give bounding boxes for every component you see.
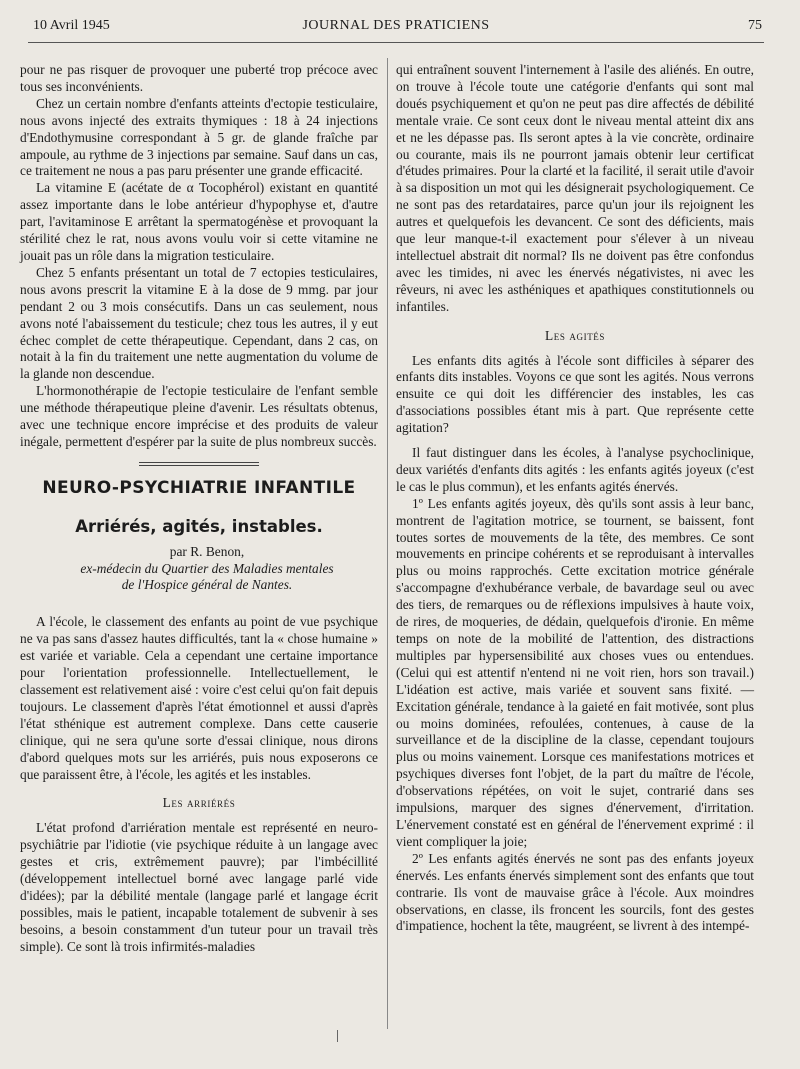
page-number: 75	[748, 18, 762, 33]
paragraph: Les enfants dits agités à l'école sont difficiles à séparer des enfants dits instables. Voyons ce que sont les agités. Nous verrons ensuite ce qui doit les différencier des instables, les cas d'associations possibles étant mis à part. Que représente cette agitation?	[396, 352, 754, 436]
article-title: Arriérés, agités, instables.	[75, 516, 323, 536]
paragraph: La vitamine E (acétate de α Tocophérol) existant en quantité assez importante dans le lobe antérieur d'hypophyse et, d'autre part, l'avitaminose E arrêtant la spermatogénèse et provoquant la stérilité chez le rat, nous avons voulu voir si cette vitamine ne jouait pas un rôle dans la migration testiculaire.	[20, 180, 378, 263]
subheading: Les agités	[544, 327, 606, 343]
section-rubric: NEURO-PSYCHIATRIE INFANTILE	[42, 477, 356, 498]
right-column	[396, 62, 754, 935]
paragraph: Il faut distinguer dans les écoles, à l'analyse psychoclinique, deux variétés d'enfants dits agités : les enfants agités joyeux (c'est le cas le plus commun), et les enfants agités énervés.	[396, 445, 754, 494]
section-ornament	[139, 462, 259, 466]
paragraph: A l'école, le classement des enfants au point de vue psychique ne va pas sans d'assez hautes difficultés, tant la « chose humaine » est variée et variable. Cela a cependant une certaine importance pour l'orientation professionnelle. Intellectuellement, le classement est relativement aisé : voire c'est celui qu'on fait depuis toujours. Le classement d'après l'état émotionnel et aussi d'après l'état sthénique est autrement complexe. Dans cette causerie clinique, qui ne sera qu'une sorte d'essai clinique, nous dirons d'abord quelques mots sur les arriérés, puis nous exposerons ce que paraissent être, à l'école, les agités et les instables.	[20, 614, 378, 782]
column-divider	[387, 58, 388, 1029]
left-column	[20, 62, 378, 956]
paragraph: qui entraînent souvent l'internement à l'asile des aliénés. En outre, on trouve à l'école toute une catégorie d'enfants qui sont mal doués psychiquement et qu'on ne peut pas dire affectés de débilité mentale vraie. Ce sont ceux dont le niveau mental atteint dix ans et ne les dépasse pas. Ils seront aptes à la vie concrète, ordinaire ou courante, mais ils ne pourront jamais obtenir leur certificat d'études primaires. Pour la clarté et la facilité, il serait utile d'avoir à sa disposition un mot qui les désignerait psychologiquement. Ce ne sont pas des retardataires, parce qu'un jour ils rejoignent les autres et quelquefois les devancent. Ce sont des déficients, mais que leur manque-t-il exactement pour s'élever à un niveau intellectuel abstrait dit normal? Ils ne doivent pas être confondus avec les timides, ni avec les énervés négativistes, ni avec les rêveurs, ni avec les asthéniques et apathiques constitutionnels ou infantiles.	[396, 62, 754, 314]
affiliation-line: ex-médecin du Quartier des Maladies mentales	[80, 560, 334, 576]
paragraph: L'état profond d'arriération mentale est représenté en neuro-psychiâtrie par l'idiotie (vie psychique réduite à un langage avec gestes et cris, extrêmement pauvre); par l'imbécillité (développement intellectuel borné avec langage parlé vide d'idées); par la débilité mentale (langage parlé et langage écrit possibles, mais le patient, incapable totalement de subvenir à ses besoins, a besoin constamment d'un tuteur pour un travail très simple). Ce sont là trois infirmités-maladies	[20, 820, 378, 954]
paragraph: Chez un certain nombre d'enfants atteints d'ectopie testiculaire, nous avons injecté des extraits thymiques : 18 à 24 injections d'Endothymusine correspondant à 5 gr. de glande fraîche par ampoule, au rythme de 3 injections par semaine. Sauf dans un cas, ce traitement ne nous a pas paru présenter une grande efficacité.	[20, 95, 378, 179]
paragraph: 2º Les enfants agités énervés ne sont pas des enfants joyeux énervés. Les enfants énervés simplement sont des enfants que tout contrarie. Ils vont de mauvaise grâce à l'école. Aux moindres observations, en classe, ils froncent les sourcils, font des gestes d'impatience, hochent la tête, maugréent, se livrent à des intempé-	[396, 850, 754, 934]
journal-title: JOURNAL DES PRATICIENS	[302, 18, 490, 33]
spacer	[396, 437, 754, 445]
paragraph: Chez 5 enfants présentant un total de 7 ectopies testiculaires, nous avons prescrit la vitamine E à la dose de 9 mmg. par jour pendant 2 ou 3 mois consécutifs. Dans un cas seulement, nous avons noté l'abaissement du testicule; chez tous les autres, il y eut échec complet de cette thérapeutique. Cependant, dans 2 cas, on notait à la fin du traitement une nette augmentation du volume de la glande non descendue.	[20, 264, 378, 382]
author-affiliation	[20, 561, 378, 595]
affiliation-line: de l'Hospice général de Nantes.	[121, 577, 293, 593]
footer-mark	[337, 1030, 338, 1042]
paragraph: L'hormonothérapie de l'ectopie testiculaire de l'enfant semble une méthode thérapeutique pleine d'avenir. Les résultats obtenus, avec une technique encore imprécise et des produits de valeur inégale, permettent d'espérer par la suite de plus nombreux succès.	[20, 383, 378, 449]
page-header	[30, 18, 762, 40]
article-byline: par R. Benon,	[169, 543, 245, 559]
paragraph: pour ne pas risquer de provoquer une puberté trop précoce avec tous ses inconvénients.	[20, 62, 378, 94]
subheading: Les arriérés	[162, 795, 236, 811]
paragraph: 1º Les enfants agités joyeux, dès qu'ils sont assis à leur banc, montrent de l'agitation motrice, se tournent, se baissent, font toutes sortes de mouvements de la tête, des membres. Ce sont mouvements en principe cohérents et se reproduisant à intervalles plus ou moins rapprochés. Cette excitation motrice générale s'accompagne d'exhubérance verbale, de bavardage seul ou avec des tiers, de remarques ou de réflexions impulsives à haute voix, de rires, de moqueries, de dédain, quelquefois d'ironie. En même temps on note de la mobilité de l'attention, des distractions multiples par hypersensibilité aux choses vues ou entendues. (Celui qui est attentif n'entend ni ne voit rien, hors son travail.) L'idéation est active, mais variée et souvent sans fixité. — Excitation générale, tendance à la gaieté en fait motivée, sont plus ou moins dominées, refoulées, contenues, à cause de la surveillance et de la discipline de la classe, cependant toujours plus ou moins vainement. Lorsque ces manifestations motrices et psychiques diverses font l'objet, de la part du maître de l'école, d'observations répétées, on voit le sujet, contrarié dans ses impulsions, marquer des signes d'énervement, d'irritation. L'énervement constaté est en général de l'énervement exprimé : il vient compliquer la joie;	[396, 495, 754, 849]
issue-date: 10 Avril 1945	[33, 18, 110, 33]
header-rule	[28, 42, 764, 43]
